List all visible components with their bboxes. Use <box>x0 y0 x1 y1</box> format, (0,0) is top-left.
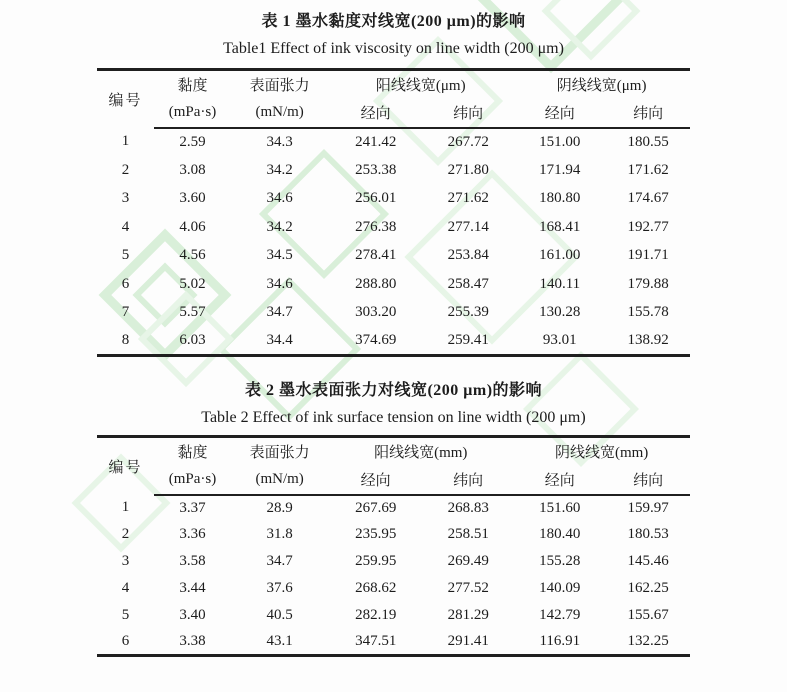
table-cell: 180.55 <box>627 133 669 150</box>
table-cell: 278.41 <box>355 247 397 264</box>
table-cell: 34.2 <box>266 218 293 235</box>
table2-header-negative-group: 阴线线宽(mm) <box>554 445 649 462</box>
table-cell: 34.7 <box>266 304 293 321</box>
table-cell: 168.41 <box>539 218 581 235</box>
table-cell: 1 <box>121 499 130 516</box>
table-cell: 3.37 <box>179 499 206 516</box>
table2-section <box>0 379 787 657</box>
table-cell: 271.62 <box>447 190 489 207</box>
table-row <box>97 575 690 602</box>
table-cell: 7 <box>121 304 130 321</box>
table1-header-tension-unit: (mN/m) <box>231 99 328 128</box>
table-cell: 276.38 <box>355 218 397 235</box>
table-cell: 267.69 <box>355 499 397 516</box>
table-cell: 140.09 <box>539 579 581 596</box>
table-cell: 374.69 <box>355 332 397 348</box>
table-cell: 34.3 <box>266 133 293 150</box>
table-cell: 145.46 <box>627 552 669 569</box>
table-row <box>97 548 690 575</box>
table-cell: 6 <box>121 275 130 292</box>
table-cell: 3 <box>121 190 130 207</box>
table2-header-row-1 <box>97 437 690 466</box>
table-cell: 43.1 <box>266 632 293 649</box>
table-cell: 179.88 <box>627 275 669 292</box>
table-cell: 5.57 <box>179 304 206 321</box>
table-cell: 235.95 <box>355 526 397 543</box>
table-cell: 171.94 <box>539 161 581 178</box>
table-cell: 3.38 <box>179 632 206 649</box>
table-cell: 34.6 <box>266 275 293 292</box>
table-cell: 268.83 <box>447 499 489 516</box>
table1-title-zh: 表 1 墨水黏度对线宽(200 μm)的影响 <box>261 13 526 30</box>
table-cell: 34.2 <box>266 161 293 178</box>
table-cell: 3.40 <box>179 606 206 623</box>
table-cell: 151.60 <box>539 499 581 516</box>
table2-title-en: Table 2 Effect of ink surface tension on line width (200 μm) <box>201 409 586 426</box>
table-cell: 268.62 <box>355 579 397 596</box>
table-cell: 303.20 <box>355 304 397 321</box>
table-cell: 174.67 <box>627 190 669 207</box>
table2-header-row-2 <box>97 466 690 495</box>
table-cell: 3.44 <box>179 579 206 596</box>
table-cell: 191.71 <box>627 247 669 264</box>
table-cell: 2.59 <box>179 133 206 150</box>
table1-header-positive-group: 阳线线宽(μm) <box>375 78 466 95</box>
table-cell: 253.38 <box>355 161 397 178</box>
table-cell: 138.92 <box>627 332 669 348</box>
table1-header-weft: 纬向 <box>423 99 513 128</box>
table2-header-tension: 表面张力 <box>249 445 310 462</box>
table-row <box>97 128 690 157</box>
table-cell: 130.28 <box>539 304 581 321</box>
table1-header-id: 编号 <box>108 92 143 109</box>
table-cell: 5.02 <box>179 275 206 292</box>
table-cell: 155.78 <box>627 304 669 321</box>
table-cell: 162.25 <box>627 579 669 596</box>
table-cell: 34.6 <box>266 190 293 207</box>
table-row <box>97 521 690 548</box>
table-cell: 4 <box>121 579 130 596</box>
table-row <box>97 270 690 299</box>
table-cell: 31.8 <box>266 526 293 543</box>
table-cell: 40.5 <box>266 606 293 623</box>
table-cell: 3.08 <box>179 161 206 178</box>
table-cell: 277.14 <box>447 218 489 235</box>
table1-header-row-2 <box>97 99 690 128</box>
table-cell: 255.39 <box>447 304 489 321</box>
table-cell: 5 <box>121 606 130 623</box>
table1-header-tension: 表面张力 <box>249 78 310 95</box>
table1-header-weft: 纬向 <box>606 99 690 128</box>
table-cell: 2 <box>121 526 130 543</box>
table-cell: 116.91 <box>539 632 581 649</box>
table1-header-negative-group: 阴线线宽(μm) <box>556 78 647 95</box>
table-cell: 159.97 <box>627 499 669 516</box>
table-cell: 288.80 <box>355 275 397 292</box>
table-cell: 28.9 <box>266 499 293 516</box>
table-cell: 171.62 <box>627 161 669 178</box>
table2-header-weft: 纬向 <box>423 466 513 495</box>
table2-header-warp: 经向 <box>513 466 606 495</box>
table2-header-viscosity-unit: (mPa·s) <box>154 466 231 495</box>
table-cell: 37.6 <box>266 579 293 596</box>
table-row <box>97 495 690 522</box>
table-cell: 269.49 <box>447 552 489 569</box>
table-row <box>97 299 690 328</box>
table1-header-warp: 经向 <box>328 99 423 128</box>
table-cell: 259.41 <box>447 332 489 348</box>
table-cell: 3.36 <box>179 526 206 543</box>
table-row <box>97 185 690 214</box>
table-row <box>97 156 690 185</box>
table-cell: 34.5 <box>266 247 293 264</box>
table-cell: 2 <box>121 161 130 178</box>
table-cell: 1 <box>121 133 130 150</box>
table-cell: 267.72 <box>447 133 489 150</box>
table2-header-warp: 经向 <box>328 466 423 495</box>
table1-header-viscosity-unit: (mPa·s) <box>154 99 231 128</box>
table-cell: 3 <box>121 552 130 569</box>
table-cell: 277.52 <box>447 579 489 596</box>
table-cell: 4.06 <box>179 218 206 235</box>
table-cell: 281.29 <box>447 606 489 623</box>
table1-section <box>0 10 787 357</box>
table1-header-warp: 经向 <box>513 99 606 128</box>
table-cell: 282.19 <box>355 606 397 623</box>
table-row <box>97 628 690 655</box>
table-row <box>97 602 690 629</box>
table-cell: 161.00 <box>539 247 581 264</box>
table-cell: 155.28 <box>539 552 581 569</box>
table-cell: 6.03 <box>179 332 206 348</box>
table-cell: 271.80 <box>447 161 489 178</box>
table2-title-zh: 表 2 墨水表面张力对线宽(200 μm)的影响 <box>244 382 543 399</box>
table-cell: 34.4 <box>266 332 293 348</box>
table2-header-viscosity: 黏度 <box>177 445 208 462</box>
table1 <box>97 68 690 357</box>
table-cell: 180.40 <box>539 526 581 543</box>
table-cell: 5 <box>121 247 130 264</box>
table-row <box>97 213 690 242</box>
table-cell: 258.47 <box>447 275 489 292</box>
table-cell: 180.80 <box>539 190 581 207</box>
table2 <box>97 435 690 657</box>
table-cell: 258.51 <box>447 526 489 543</box>
table-cell: 180.53 <box>627 526 669 543</box>
table-cell: 291.41 <box>447 632 489 649</box>
table-cell: 142.79 <box>539 606 581 623</box>
table-cell: 347.51 <box>355 632 397 649</box>
table1-body <box>97 128 690 356</box>
table2-header-positive-group: 阳线线宽(mm) <box>374 445 468 462</box>
table2-header-id: 编号 <box>108 459 143 476</box>
table-cell: 253.84 <box>447 247 489 264</box>
table-cell: 259.95 <box>355 552 397 569</box>
table1-header-row-1 <box>97 70 690 99</box>
table-cell: 4 <box>121 218 130 235</box>
table-cell: 3.58 <box>179 552 206 569</box>
table-cell: 140.11 <box>539 275 581 292</box>
table-cell: 6 <box>121 632 130 649</box>
table-row <box>97 242 690 271</box>
table2-body <box>97 495 690 656</box>
table-cell: 34.7 <box>266 552 293 569</box>
table-cell: 4.56 <box>179 247 206 264</box>
table-cell: 241.42 <box>355 133 397 150</box>
table-row <box>97 327 690 356</box>
table-cell: 256.01 <box>355 190 397 207</box>
table2-header-tension-unit: (mN/m) <box>231 466 328 495</box>
table-cell: 155.67 <box>627 606 669 623</box>
table-cell: 132.25 <box>627 632 669 649</box>
table-cell: 151.00 <box>539 133 581 150</box>
table1-title-en: Table1 Effect of ink viscosity on line width (200 μm) <box>223 40 564 57</box>
table-cell: 3.60 <box>179 190 206 207</box>
table-cell: 8 <box>121 332 130 348</box>
table-cell: 192.77 <box>627 218 669 235</box>
table-cell: 93.01 <box>542 332 577 348</box>
table2-header-weft: 纬向 <box>606 466 690 495</box>
table1-header-viscosity: 黏度 <box>177 78 208 95</box>
